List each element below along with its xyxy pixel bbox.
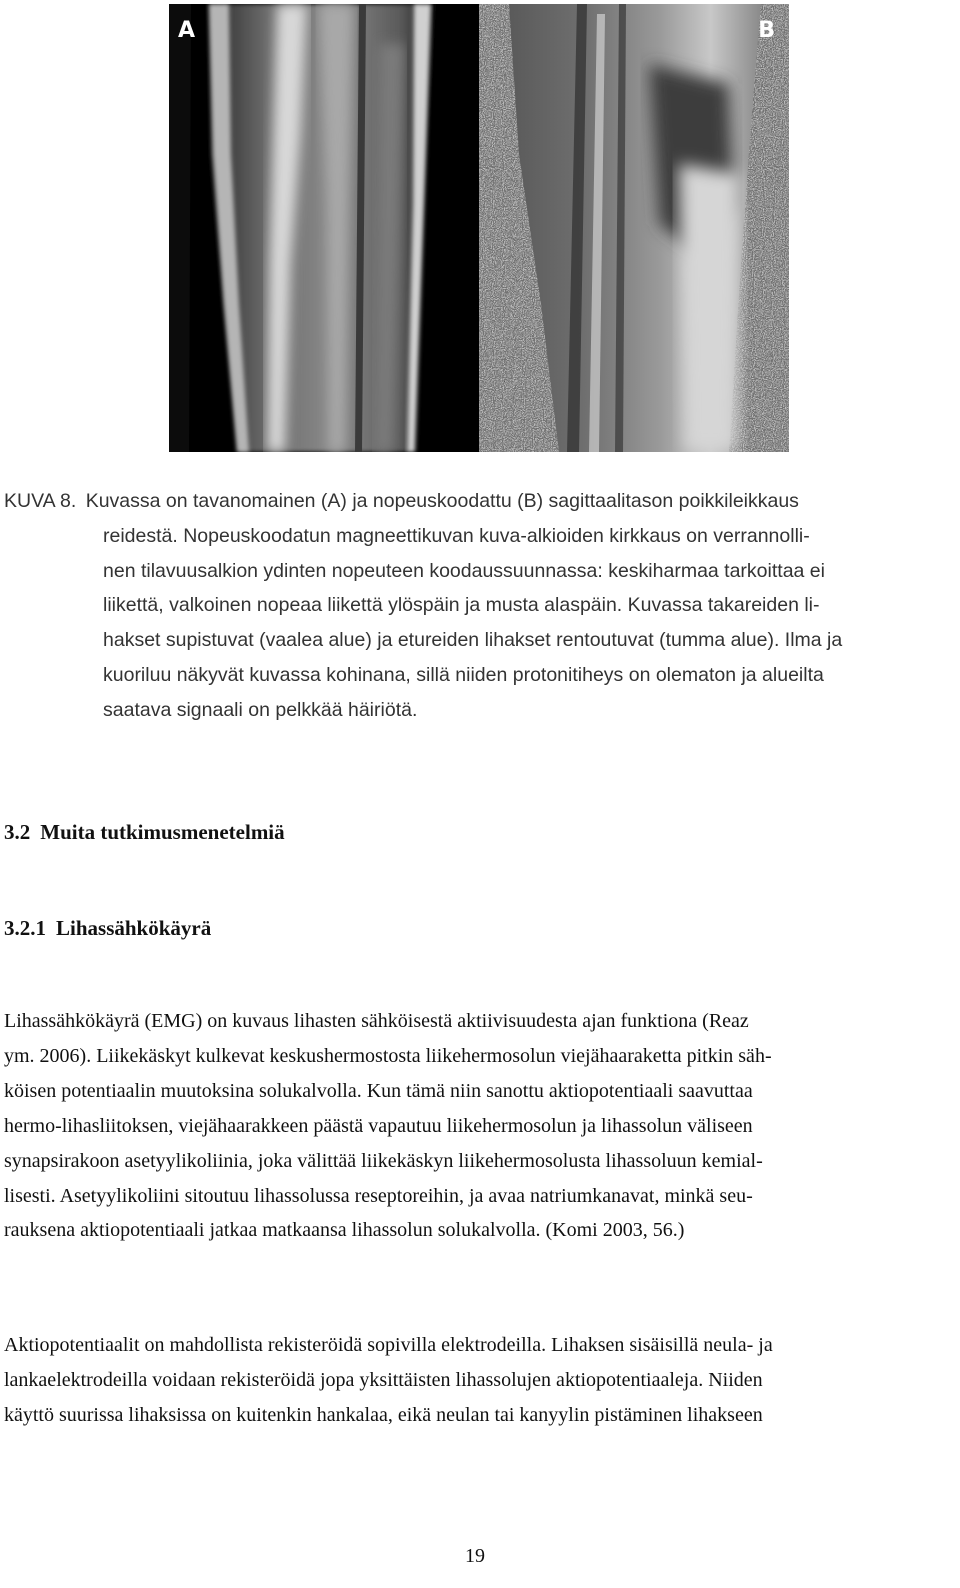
section-title: Muita tutkimusmenetelmiä: [40, 820, 285, 844]
mri-figure: [169, 4, 789, 452]
panel-label-b: B: [758, 18, 775, 43]
paragraph: [4, 1004, 954, 1248]
paragraph-line: Lihassähkökäyrä (EMG) on kuvaus lihasten sähköisestä aktiivisuudesta ajan funktiona (Reaz: [4, 1010, 749, 1032]
paragraph-line: ym. 2006). Liikekäskyt kulkevat keskushermostosta liikehermosolun viejähaaraketta pitkin säh-: [4, 1044, 772, 1067]
paragraph-line: hermo-lihasliitoksen, viejähaarakkeen päästä vapautuu liikehermosolun ja lihassolun väliseen: [4, 1114, 753, 1137]
panel-label-a: A: [178, 18, 196, 43]
mri-image-velocity-encoded: [479, 4, 789, 452]
paragraph-line: rauksena aktiopotentiaali jatkaa matkaansa lihassolun solukalvolla. (Komi 2003, 56.): [4, 1219, 685, 1242]
section-heading: [4, 820, 285, 845]
caption-line: hakset supistuvat (vaalea alue) ja etureiden lihakset rentoutuvat (tumma alue). Ilma ja: [103, 629, 843, 652]
paragraph-line: lankaelektrodeilla voidaan rekisteröidä jopa yksittäisten lihassolujen aktiopotentiaaleja. Niiden: [4, 1368, 763, 1391]
caption-line: reidestä. Nopeuskoodatun magneettikuvan kuva-alkioiden kirkkaus on verrannolli-: [103, 524, 810, 547]
paragraph-line: synapsirakoon asetyylikoliinia, joka välittää liikekäskyn liikehermosolusta lihassoluun kemial-: [4, 1149, 763, 1172]
mri-panel-conventional: [169, 4, 479, 452]
mri-panel-velocity-encoded: [479, 4, 789, 452]
page-number: 19: [465, 1545, 485, 1567]
section-number: 3.2: [4, 820, 31, 844]
caption-line: liikettä, valkoinen nopeaa liikettä ylöspäin ja musta alaspäin. Kuvassa takareiden li-: [103, 594, 820, 617]
figure-caption: [4, 484, 960, 728]
caption-line: nen tilavuusalkion ydinten nopeuteen koodaussuunnassa: keskiharmaa tarkoittaa ei: [103, 559, 825, 582]
subsection-heading: [4, 916, 211, 941]
paragraph-line: käyttö suurissa lihaksissa on kuitenkin hankalaa, eikä neulan tai kanyylin pistäminen lihakseen: [4, 1403, 763, 1426]
subsection-title: Lihassähkökäyrä: [56, 916, 212, 940]
figure-label: KUVA 8.: [4, 490, 77, 512]
paragraph-line: lisesti. Asetyylikoliini sitoutuu lihassolussa reseptoreihin, ja avaa natriumkanavat, minkä seu-: [4, 1184, 753, 1207]
paragraph-line: köisen potentiaalin muutoksina solukalvolla. Kun tämä niin sanottu aktiopotentiaali saavuttaa: [4, 1079, 753, 1102]
caption-line: KUVA 8. Kuvassa on tavanomainen (A) ja nopeuskoodattu (B) sagittaalitason poikkileikkaus: [4, 490, 799, 512]
caption-line: kuoriluu näkyvät kuvassa kohinana, sillä niiden protonitiheys on olematon ja alueilta: [103, 663, 824, 686]
caption-line: saatava signaali on pelkkää häiriötä.: [103, 698, 418, 721]
mri-image-conventional: [169, 4, 479, 452]
paragraph-line: Aktiopotentiaalit on mahdollista rekisteröidä sopivilla elektrodeilla. Lihaksen sisäisillä neula- ja: [4, 1334, 773, 1356]
paragraph: [4, 1328, 954, 1433]
subsection-number: 3.2.1: [4, 916, 46, 940]
